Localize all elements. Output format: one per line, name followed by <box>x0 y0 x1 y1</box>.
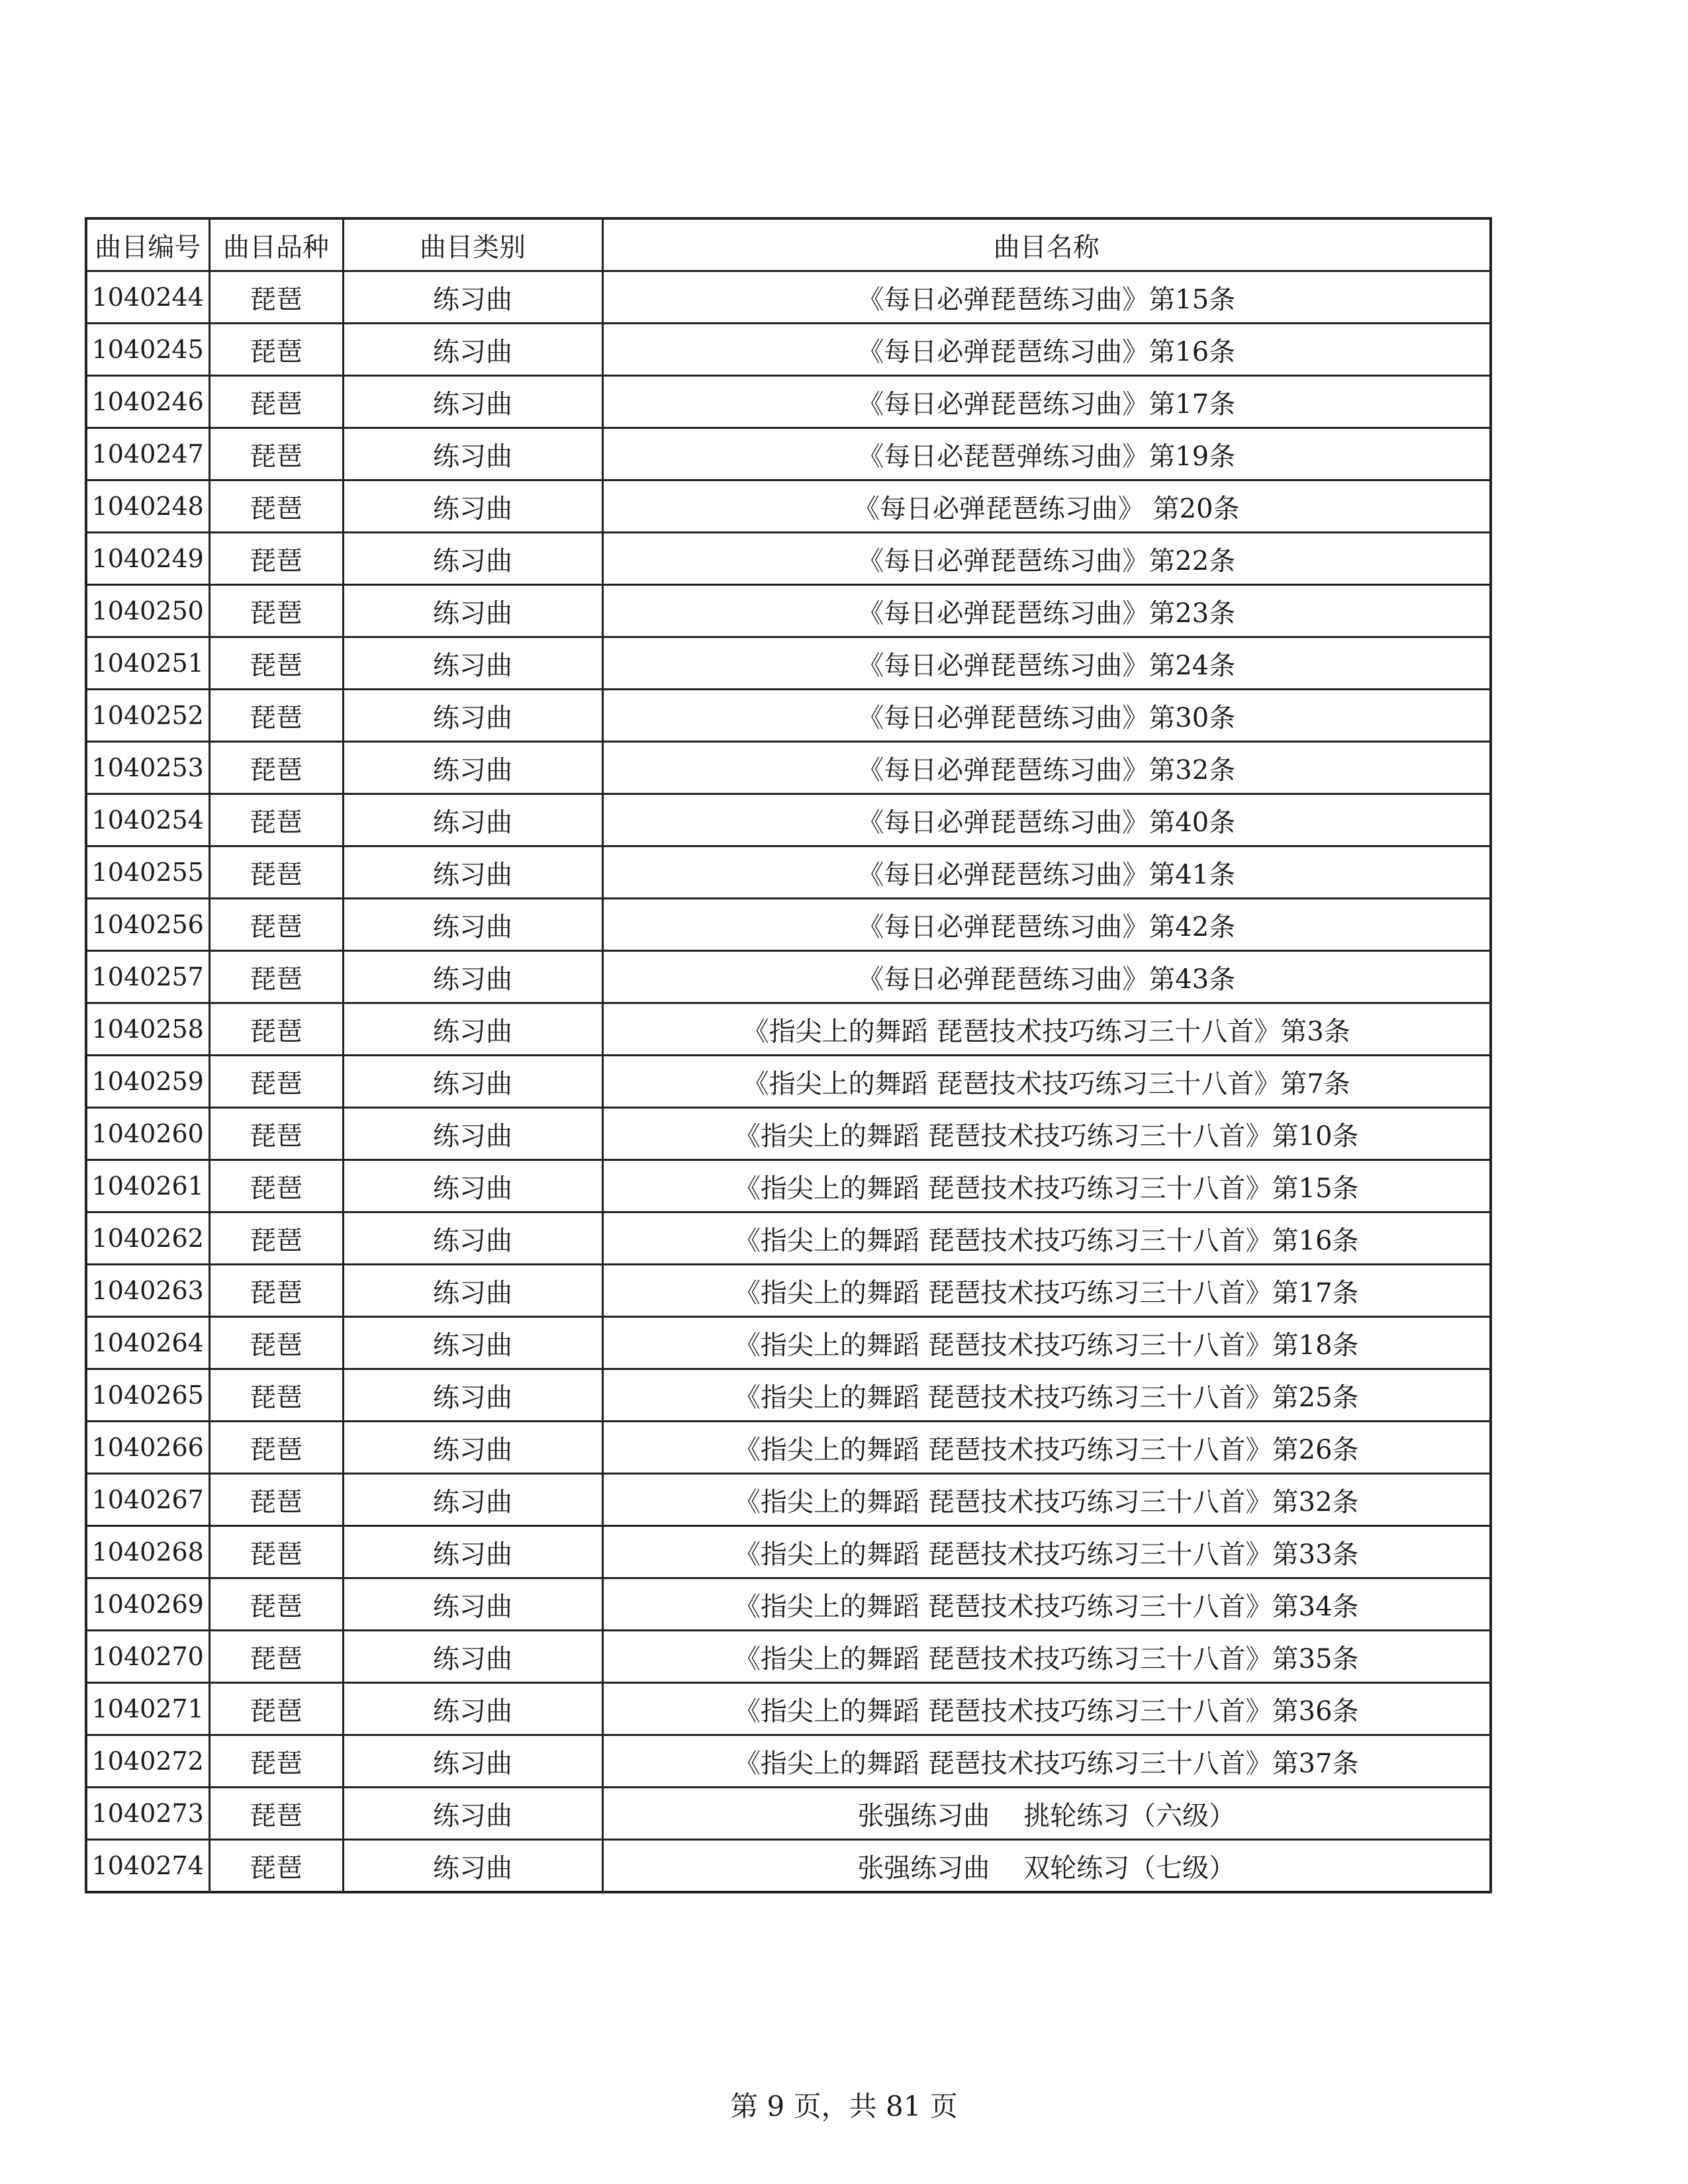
cell-instrument: 琵琶 <box>209 1578 343 1631</box>
cell-instrument: 琵琶 <box>209 899 343 951</box>
cell-category: 练习曲 <box>343 951 602 1003</box>
cell-title: 《指尖上的舞蹈 琵琶技术技巧练习三十八首》第3条 <box>602 1003 1491 1056</box>
cell-category: 练习曲 <box>343 1317 602 1369</box>
cell-code: 1040264 <box>86 1317 209 1369</box>
cell-instrument: 琵琶 <box>209 794 343 846</box>
cell-title: 《每日必弹琵琶练习曲》第15条 <box>602 271 1491 324</box>
cell-title: 《每日必弹琵琶练习曲》第30条 <box>602 690 1491 742</box>
cell-title: 张强练习曲 挑轮练习（六级） <box>602 1788 1491 1840</box>
cell-code: 1040244 <box>86 271 209 324</box>
cell-title: 《指尖上的舞蹈 琵琶技术技巧练习三十八首》第32条 <box>602 1474 1491 1526</box>
cell-title: 《指尖上的舞蹈 琵琶技术技巧练习三十八首》第37条 <box>602 1735 1491 1788</box>
cell-title: 《指尖上的舞蹈 琵琶技术技巧练习三十八首》第25条 <box>602 1369 1491 1422</box>
cell-category: 练习曲 <box>343 690 602 742</box>
cell-category: 练习曲 <box>343 1212 602 1265</box>
cell-instrument: 琵琶 <box>209 951 343 1003</box>
cell-category: 练习曲 <box>343 1265 602 1317</box>
table-row <box>86 899 1491 951</box>
cell-category: 练习曲 <box>343 1840 602 1893</box>
cell-code: 1040253 <box>86 742 209 794</box>
cell-category: 练习曲 <box>343 324 602 376</box>
table-row <box>86 951 1491 1003</box>
table-row <box>86 1317 1491 1369</box>
cell-code: 1040274 <box>86 1840 209 1893</box>
cell-category: 练习曲 <box>343 1578 602 1631</box>
cell-code: 1040258 <box>86 1003 209 1056</box>
table-row <box>86 480 1491 533</box>
cell-category: 练习曲 <box>343 1474 602 1526</box>
cell-category: 练习曲 <box>343 1056 602 1108</box>
cell-title: 《每日必琵琶弹练习曲》第19条 <box>602 428 1491 480</box>
cell-title: 《指尖上的舞蹈 琵琶技术技巧练习三十八首》第33条 <box>602 1526 1491 1578</box>
cell-code: 1040245 <box>86 324 209 376</box>
cell-title: 《指尖上的舞蹈 琵琶技术技巧练习三十八首》第26条 <box>602 1422 1491 1474</box>
cell-code: 1040267 <box>86 1474 209 1526</box>
cell-instrument: 琵琶 <box>209 1788 343 1840</box>
table-row <box>86 1422 1491 1474</box>
cell-code: 1040250 <box>86 585 209 637</box>
table-row <box>86 742 1491 794</box>
cell-category: 练习曲 <box>343 533 602 585</box>
table-row <box>86 1631 1491 1683</box>
cell-instrument: 琵琶 <box>209 480 343 533</box>
cell-code: 1040270 <box>86 1631 209 1683</box>
cell-title: 《指尖上的舞蹈 琵琶技术技巧练习三十八首》第16条 <box>602 1212 1491 1265</box>
table-row <box>86 1840 1491 1893</box>
cell-category: 练习曲 <box>343 1735 602 1788</box>
repertoire-table <box>85 217 1492 1893</box>
cell-title: 《指尖上的舞蹈 琵琶技术技巧练习三十八首》第15条 <box>602 1160 1491 1212</box>
cell-code: 1040254 <box>86 794 209 846</box>
cell-code: 1040257 <box>86 951 209 1003</box>
table-row <box>86 846 1491 899</box>
cell-category: 练习曲 <box>343 428 602 480</box>
cell-instrument: 琵琶 <box>209 1631 343 1683</box>
cell-instrument: 琵琶 <box>209 1683 343 1735</box>
table-row <box>86 1265 1491 1317</box>
table-row <box>86 1056 1491 1108</box>
cell-category: 练习曲 <box>343 794 602 846</box>
table-header-row <box>86 218 1491 271</box>
cell-code: 1040271 <box>86 1683 209 1735</box>
cell-code: 1040248 <box>86 480 209 533</box>
cell-code: 1040255 <box>86 846 209 899</box>
table-row <box>86 1108 1491 1160</box>
cell-instrument: 琵琶 <box>209 1265 343 1317</box>
cell-code: 1040260 <box>86 1108 209 1160</box>
cell-code: 1040252 <box>86 690 209 742</box>
table-row <box>86 585 1491 637</box>
table-row <box>86 428 1491 480</box>
cell-instrument: 琵琶 <box>209 1056 343 1108</box>
cell-instrument: 琵琶 <box>209 637 343 690</box>
table-row <box>86 271 1491 324</box>
cell-title: 《指尖上的舞蹈 琵琶技术技巧练习三十八首》第34条 <box>602 1578 1491 1631</box>
header-code: 曲目编号 <box>86 218 209 271</box>
cell-code: 1040265 <box>86 1369 209 1422</box>
table-row <box>86 1578 1491 1631</box>
cell-code: 1040262 <box>86 1212 209 1265</box>
cell-title: 《指尖上的舞蹈 琵琶技术技巧练习三十八首》第10条 <box>602 1108 1491 1160</box>
cell-instrument: 琵琶 <box>209 846 343 899</box>
table-row <box>86 690 1491 742</box>
table-row <box>86 324 1491 376</box>
cell-code: 1040273 <box>86 1788 209 1840</box>
cell-title: 张强练习曲 双轮练习（七级） <box>602 1840 1491 1893</box>
table-row <box>86 1526 1491 1578</box>
cell-category: 练习曲 <box>343 480 602 533</box>
cell-title: 《每日必弹琵琶练习曲》第24条 <box>602 637 1491 690</box>
table-body <box>86 271 1491 1893</box>
cell-code: 1040256 <box>86 899 209 951</box>
cell-code: 1040249 <box>86 533 209 585</box>
cell-title: 《指尖上的舞蹈 琵琶技术技巧练习三十八首》第17条 <box>602 1265 1491 1317</box>
cell-instrument: 琵琶 <box>209 1160 343 1212</box>
cell-title: 《指尖上的舞蹈 琵琶技术技巧练习三十八首》第7条 <box>602 1056 1491 1108</box>
cell-code: 1040261 <box>86 1160 209 1212</box>
cell-title: 《每日必弹琵琶练习曲》第23条 <box>602 585 1491 637</box>
cell-instrument: 琵琶 <box>209 1735 343 1788</box>
cell-instrument: 琵琶 <box>209 1422 343 1474</box>
header-category: 曲目类别 <box>343 218 602 271</box>
cell-category: 练习曲 <box>343 1160 602 1212</box>
table-row <box>86 1369 1491 1422</box>
cell-category: 练习曲 <box>343 637 602 690</box>
cell-category: 练习曲 <box>343 846 602 899</box>
cell-category: 练习曲 <box>343 1788 602 1840</box>
header-title: 曲目名称 <box>602 218 1491 271</box>
cell-instrument: 琵琶 <box>209 428 343 480</box>
cell-category: 练习曲 <box>343 1422 602 1474</box>
cell-category: 练习曲 <box>343 1108 602 1160</box>
table-row <box>86 637 1491 690</box>
header-instrument: 曲目品种 <box>209 218 343 271</box>
cell-title: 《每日必弹琵琶练习曲》第42条 <box>602 899 1491 951</box>
cell-instrument: 琵琶 <box>209 324 343 376</box>
cell-instrument: 琵琶 <box>209 1840 343 1893</box>
cell-code: 1040246 <box>86 376 209 428</box>
cell-instrument: 琵琶 <box>209 1003 343 1056</box>
cell-code: 1040263 <box>86 1265 209 1317</box>
cell-instrument: 琵琶 <box>209 690 343 742</box>
cell-category: 练习曲 <box>343 1369 602 1422</box>
cell-title: 《每日必弹琵琶练习曲》第32条 <box>602 742 1491 794</box>
cell-title: 《每日必弹琵琶练习曲》第40条 <box>602 794 1491 846</box>
table-row <box>86 376 1491 428</box>
cell-title: 《每日必弹琵琶练习曲》 第20条 <box>602 480 1491 533</box>
cell-code: 1040247 <box>86 428 209 480</box>
table-row <box>86 1003 1491 1056</box>
table-row <box>86 1160 1491 1212</box>
cell-code: 1040269 <box>86 1578 209 1631</box>
table-row <box>86 1788 1491 1840</box>
cell-category: 练习曲 <box>343 742 602 794</box>
cell-title: 《每日必弹琵琶练习曲》第22条 <box>602 533 1491 585</box>
cell-title: 《指尖上的舞蹈 琵琶技术技巧练习三十八首》第36条 <box>602 1683 1491 1735</box>
cell-category: 练习曲 <box>343 1003 602 1056</box>
cell-category: 练习曲 <box>343 899 602 951</box>
cell-category: 练习曲 <box>343 271 602 324</box>
cell-instrument: 琵琶 <box>209 1526 343 1578</box>
table-row <box>86 1212 1491 1265</box>
table-row <box>86 1683 1491 1735</box>
cell-title: 《每日必弹琵琶练习曲》第16条 <box>602 324 1491 376</box>
page-number: 第 9 页，共 81 页 <box>730 2090 958 2122</box>
cell-category: 练习曲 <box>343 1683 602 1735</box>
cell-title: 《每日必弹琵琶练习曲》第43条 <box>602 951 1491 1003</box>
cell-title: 《指尖上的舞蹈 琵琶技术技巧练习三十八首》第18条 <box>602 1317 1491 1369</box>
cell-code: 1040268 <box>86 1526 209 1578</box>
cell-instrument: 琵琶 <box>209 1474 343 1526</box>
cell-instrument: 琵琶 <box>209 271 343 324</box>
cell-instrument: 琵琶 <box>209 1108 343 1160</box>
cell-category: 练习曲 <box>343 376 602 428</box>
cell-title: 《每日必弹琵琶练习曲》第41条 <box>602 846 1491 899</box>
cell-category: 练习曲 <box>343 1631 602 1683</box>
cell-code: 1040272 <box>86 1735 209 1788</box>
cell-code: 1040251 <box>86 637 209 690</box>
cell-instrument: 琵琶 <box>209 1212 343 1265</box>
cell-instrument: 琵琶 <box>209 1317 343 1369</box>
cell-instrument: 琵琶 <box>209 742 343 794</box>
cell-code: 1040266 <box>86 1422 209 1474</box>
table-row <box>86 1735 1491 1788</box>
cell-instrument: 琵琶 <box>209 533 343 585</box>
cell-category: 练习曲 <box>343 1526 602 1578</box>
table-row <box>86 533 1491 585</box>
table-row <box>86 1474 1491 1526</box>
cell-instrument: 琵琶 <box>209 1369 343 1422</box>
cell-instrument: 琵琶 <box>209 585 343 637</box>
table-row <box>86 794 1491 846</box>
cell-title: 《每日必弹琵琶练习曲》第17条 <box>602 376 1491 428</box>
cell-category: 练习曲 <box>343 585 602 637</box>
cell-title: 《指尖上的舞蹈 琵琶技术技巧练习三十八首》第35条 <box>602 1631 1491 1683</box>
cell-instrument: 琵琶 <box>209 376 343 428</box>
cell-code: 1040259 <box>86 1056 209 1108</box>
